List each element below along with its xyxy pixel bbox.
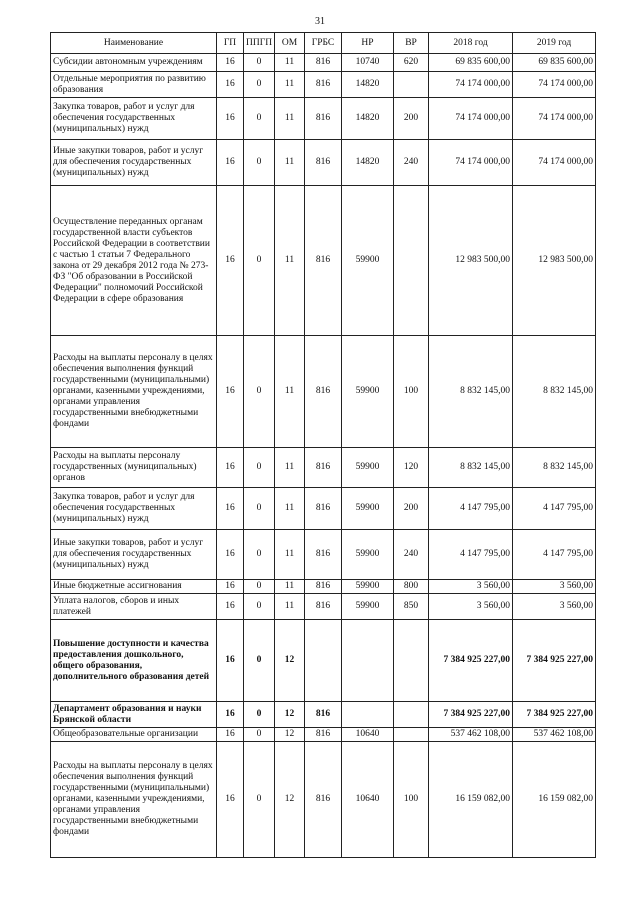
cell-y2019: 12 983 500,00 [513,186,596,336]
cell-gp: 16 [217,530,244,580]
cell-y2018: 7 384 925 227,00 [429,702,513,728]
cell-grbs: 816 [305,728,342,742]
table-row [51,98,596,140]
header-om: ОМ [275,33,305,54]
cell-ppgp: 0 [244,336,275,448]
cell-y2018: 537 462 108,00 [429,728,513,742]
cell-y2019: 69 835 600,00 [513,54,596,72]
cell-ppgp: 0 [244,728,275,742]
cell-nr: 59900 [342,186,394,336]
cell-grbs: 816 [305,488,342,530]
cell-om: 11 [275,72,305,98]
cell-gp: 16 [217,728,244,742]
header-grbs: ГРБС [305,33,342,54]
cell-y2018: 4 147 795,00 [429,530,513,580]
table-row [51,702,596,728]
cell-vr [394,72,429,98]
table-row [51,336,596,448]
cell-ppgp: 0 [244,54,275,72]
cell-ppgp: 0 [244,186,275,336]
header-2019: 2019 год [513,33,596,54]
cell-y2018: 74 174 000,00 [429,140,513,186]
cell-y2018: 7 384 925 227,00 [429,620,513,702]
table-row [51,448,596,488]
cell-name: Расходы на выплаты персоналу государственных (муниципальных) органов [51,448,217,488]
header-name: Наименование [51,33,217,54]
cell-y2019: 74 174 000,00 [513,98,596,140]
cell-gp: 16 [217,742,244,858]
cell-om: 11 [275,448,305,488]
cell-vr: 620 [394,54,429,72]
table-row [51,140,596,186]
cell-name: Иные закупки товаров, работ и услуг для обеспечения государственных (муниципальных) нужд [51,530,217,580]
cell-grbs: 816 [305,72,342,98]
cell-name: Субсидии автономным учреждениям [51,54,217,72]
cell-y2019: 4 147 795,00 [513,530,596,580]
cell-ppgp: 0 [244,448,275,488]
table-row [51,728,596,742]
cell-nr: 59900 [342,448,394,488]
cell-grbs: 816 [305,702,342,728]
table-row [51,530,596,580]
cell-grbs: 816 [305,594,342,620]
cell-y2018: 16 159 082,00 [429,742,513,858]
cell-nr: 14820 [342,98,394,140]
cell-nr: 10640 [342,742,394,858]
cell-y2019: 7 384 925 227,00 [513,702,596,728]
cell-nr [342,620,394,702]
cell-nr: 59900 [342,580,394,594]
cell-nr [342,702,394,728]
cell-vr: 800 [394,580,429,594]
cell-y2018: 8 832 145,00 [429,336,513,448]
cell-y2019: 3 560,00 [513,594,596,620]
table-row [51,488,596,530]
cell-om: 11 [275,336,305,448]
table-row [51,580,596,594]
table-row [51,186,596,336]
cell-ppgp: 0 [244,98,275,140]
cell-ppgp: 0 [244,72,275,98]
cell-gp: 16 [217,140,244,186]
cell-grbs: 816 [305,448,342,488]
header-ppgp: ППГП [244,33,275,54]
cell-grbs: 816 [305,54,342,72]
cell-om: 11 [275,140,305,186]
header-gp: ГП [217,33,244,54]
cell-y2019: 7 384 925 227,00 [513,620,596,702]
cell-y2018: 69 835 600,00 [429,54,513,72]
cell-y2018: 3 560,00 [429,594,513,620]
page-number: 31 [315,16,325,27]
cell-name: Закупка товаров, работ и услуг для обеспечения государственных (муниципальных) нужд [51,98,217,140]
cell-name: Отдельные мероприятия по развитию образования [51,72,217,98]
cell-y2018: 12 983 500,00 [429,186,513,336]
cell-vr [394,186,429,336]
cell-om: 12 [275,702,305,728]
cell-name: Департамент образования и науки Брянской области [51,702,217,728]
cell-ppgp: 0 [244,594,275,620]
cell-vr: 240 [394,530,429,580]
cell-ppgp: 0 [244,488,275,530]
table-row [51,620,596,702]
cell-grbs [305,620,342,702]
cell-vr: 200 [394,98,429,140]
cell-name: Уплата налогов, сборов и иных платежей [51,594,217,620]
cell-grbs: 816 [305,530,342,580]
cell-om: 12 [275,742,305,858]
table-row [51,742,596,858]
cell-y2018: 3 560,00 [429,580,513,594]
cell-grbs: 816 [305,186,342,336]
cell-name: Иные закупки товаров, работ и услуг для обеспечения государственных (муниципальных) нужд [51,140,217,186]
cell-y2019: 74 174 000,00 [513,140,596,186]
cell-grbs: 816 [305,140,342,186]
cell-gp: 16 [217,186,244,336]
cell-ppgp: 0 [244,702,275,728]
cell-gp: 16 [217,702,244,728]
cell-vr [394,620,429,702]
cell-ppgp: 0 [244,620,275,702]
cell-ppgp: 0 [244,742,275,858]
cell-y2019: 3 560,00 [513,580,596,594]
cell-om: 11 [275,186,305,336]
cell-y2018: 74 174 000,00 [429,72,513,98]
header-2018: 2018 год [429,33,513,54]
cell-grbs: 816 [305,742,342,858]
cell-y2019: 16 159 082,00 [513,742,596,858]
cell-grbs: 816 [305,580,342,594]
cell-name: Закупка товаров, работ и услуг для обеспечения государственных (муниципальных) нужд [51,488,217,530]
cell-nr: 59900 [342,336,394,448]
cell-nr: 10740 [342,54,394,72]
cell-ppgp: 0 [244,580,275,594]
table-header-row [51,33,596,54]
cell-y2018: 4 147 795,00 [429,488,513,530]
cell-vr: 100 [394,336,429,448]
cell-gp: 16 [217,336,244,448]
cell-om: 11 [275,488,305,530]
cell-y2019: 8 832 145,00 [513,448,596,488]
cell-name: Расходы на выплаты персоналу в целях обеспечения выполнения функций государственными (муниципальными) органами, казенными учреждениями, органами управления государственными внебюджетными фондами [51,336,217,448]
cell-gp: 16 [217,72,244,98]
cell-name: Осуществление переданных органам государственной власти субъектов Российской Федерации в соответствии с частью 1 статьи 7 Федерального закона от 29 декабря 2012 года № 273-ФЗ "Об образовании в Российской Федерации" полномочий Российской Федерации в сфере образования [51,186,217,336]
cell-gp: 16 [217,488,244,530]
table-row [51,594,596,620]
cell-y2019: 8 832 145,00 [513,336,596,448]
cell-gp: 16 [217,98,244,140]
budget-table [50,32,596,858]
cell-gp: 16 [217,54,244,72]
cell-om: 11 [275,54,305,72]
cell-nr: 10640 [342,728,394,742]
cell-nr: 59900 [342,594,394,620]
cell-y2019: 74 174 000,00 [513,72,596,98]
table-body [51,54,596,858]
cell-gp: 16 [217,594,244,620]
cell-name: Иные бюджетные ассигнования [51,580,217,594]
cell-name: Повышение доступности и качества предоставления дошкольного, общего образования, дополнительного образования детей [51,620,217,702]
cell-om: 11 [275,530,305,580]
header-vr: ВР [394,33,429,54]
cell-vr [394,702,429,728]
cell-grbs: 816 [305,98,342,140]
cell-vr: 240 [394,140,429,186]
cell-grbs: 816 [305,336,342,448]
cell-om: 11 [275,594,305,620]
cell-ppgp: 0 [244,530,275,580]
cell-om: 12 [275,620,305,702]
cell-vr: 850 [394,594,429,620]
cell-vr [394,728,429,742]
cell-y2019: 537 462 108,00 [513,728,596,742]
table-row [51,72,596,98]
cell-vr: 120 [394,448,429,488]
table-row [51,54,596,72]
cell-vr: 100 [394,742,429,858]
header-nr: НР [342,33,394,54]
cell-om: 11 [275,580,305,594]
cell-y2018: 74 174 000,00 [429,98,513,140]
cell-nr: 14820 [342,72,394,98]
cell-nr: 59900 [342,488,394,530]
cell-om: 12 [275,728,305,742]
cell-gp: 16 [217,620,244,702]
cell-om: 11 [275,98,305,140]
cell-vr: 200 [394,488,429,530]
cell-gp: 16 [217,448,244,488]
cell-ppgp: 0 [244,140,275,186]
cell-name: Общеобразовательные организации [51,728,217,742]
cell-y2018: 8 832 145,00 [429,448,513,488]
cell-name: Расходы на выплаты персоналу в целях обеспечения выполнения функций государственными (муниципальными) органами, казенными учреждениями, органами управления государственными внебюджетными фондами [51,742,217,858]
cell-y2019: 4 147 795,00 [513,488,596,530]
cell-nr: 14820 [342,140,394,186]
cell-nr: 59900 [342,530,394,580]
cell-gp: 16 [217,580,244,594]
